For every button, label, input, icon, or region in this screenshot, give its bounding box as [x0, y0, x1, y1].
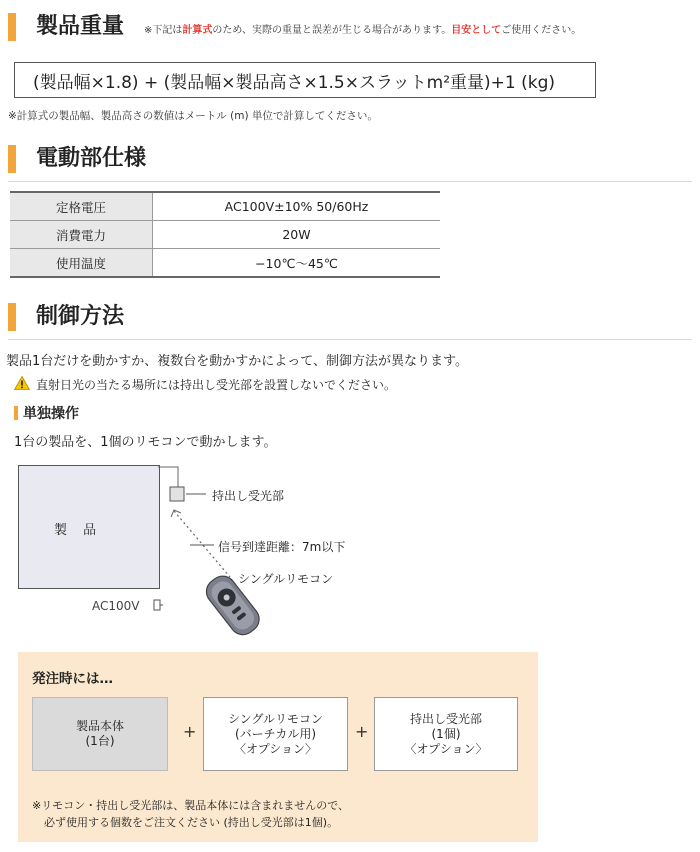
- weight-formula: (製品幅×1.8) + (製品幅×製品高さ×1.5×スラットm²重量)+1 (kg): [14, 62, 596, 98]
- control-intro: 製品1台だけを動かすか、複数台を動かすかによって、制御方法が異なります。: [6, 354, 468, 369]
- order-item-product: [32, 697, 168, 771]
- table-row: [10, 221, 440, 249]
- diagram-lines: [0, 455, 380, 655]
- order-item-remote: [203, 697, 348, 771]
- section-divider: [8, 339, 692, 340]
- warning-icon: [14, 376, 30, 390]
- order-item-option: 〈オプション〉: [234, 741, 317, 756]
- order-item-name: 持出し受光部: [409, 711, 482, 726]
- section-accent-bar: [8, 145, 16, 173]
- table-row: [10, 192, 440, 221]
- section-divider: [8, 181, 692, 182]
- remote-label: シングルリモコン: [238, 572, 334, 586]
- spec-label: 使用温度: [10, 249, 153, 278]
- product-label: 製 品: [54, 523, 103, 538]
- order-item-option: 〈オプション〉: [404, 741, 488, 756]
- spec-label: 消費電力: [10, 221, 153, 249]
- control-section-header: [8, 300, 692, 334]
- signal-distance-label: 信号到達距離：7m以下: [218, 540, 346, 554]
- control-title: 制御方法: [36, 304, 125, 329]
- weight-section-header: [8, 10, 692, 44]
- spec-title: 電動部仕様: [36, 146, 147, 171]
- weight-note: ※下記は計算式のため、実際の重量と誤差が生じる場合があります。目安としてご使用ください。: [144, 25, 582, 36]
- single-description: 1台の製品を、1個のリモコンで動かします。: [14, 435, 277, 450]
- section-accent-bar: [8, 303, 16, 331]
- receiver-label: 持出し受光部: [212, 489, 285, 503]
- order-note-line1: ※リモコン・持出し受光部は、製品本体には含まれませんので、: [32, 799, 349, 812]
- plus-sign: +: [355, 722, 369, 741]
- spec-label: 定格電圧: [10, 192, 153, 221]
- order-title: 発注時には…: [32, 671, 113, 687]
- weight-footnote: ※計算式の製品幅、製品高さの数値はメートル (m) 単位で計算してください。: [8, 110, 378, 122]
- remote-control-icon: [192, 570, 272, 642]
- order-item-qty: (バーチカル用): [234, 726, 317, 741]
- control-warning: 直射日光の当たる場所には持出し受光部を設置しないでください。: [36, 378, 397, 392]
- power-label: AC100V: [92, 599, 140, 613]
- order-item-qty: (1台): [85, 734, 115, 748]
- spec-value: 20W: [153, 221, 441, 249]
- subheading-accent-bar: [14, 406, 18, 420]
- order-note-line2: 必ず使用する個数をご注文ください (持出し受光部は1個)。: [44, 816, 339, 829]
- single-heading: 単独操作: [14, 403, 79, 423]
- order-item-name: 製品本体: [75, 719, 124, 733]
- spec-section-header: [8, 142, 692, 176]
- weight-title: 製品重量: [36, 14, 125, 39]
- table-row: [10, 249, 440, 278]
- plus-sign: +: [183, 722, 197, 741]
- spec-value: AC100V±10% 50/60Hz: [153, 192, 441, 221]
- spec-table: [10, 191, 440, 278]
- section-accent-bar: [8, 13, 16, 41]
- spec-value: −10℃〜45℃: [153, 249, 441, 278]
- order-item-qty: (1個): [431, 726, 461, 741]
- order-item-receiver: [374, 697, 518, 771]
- order-item-name: シングルリモコン: [227, 711, 324, 726]
